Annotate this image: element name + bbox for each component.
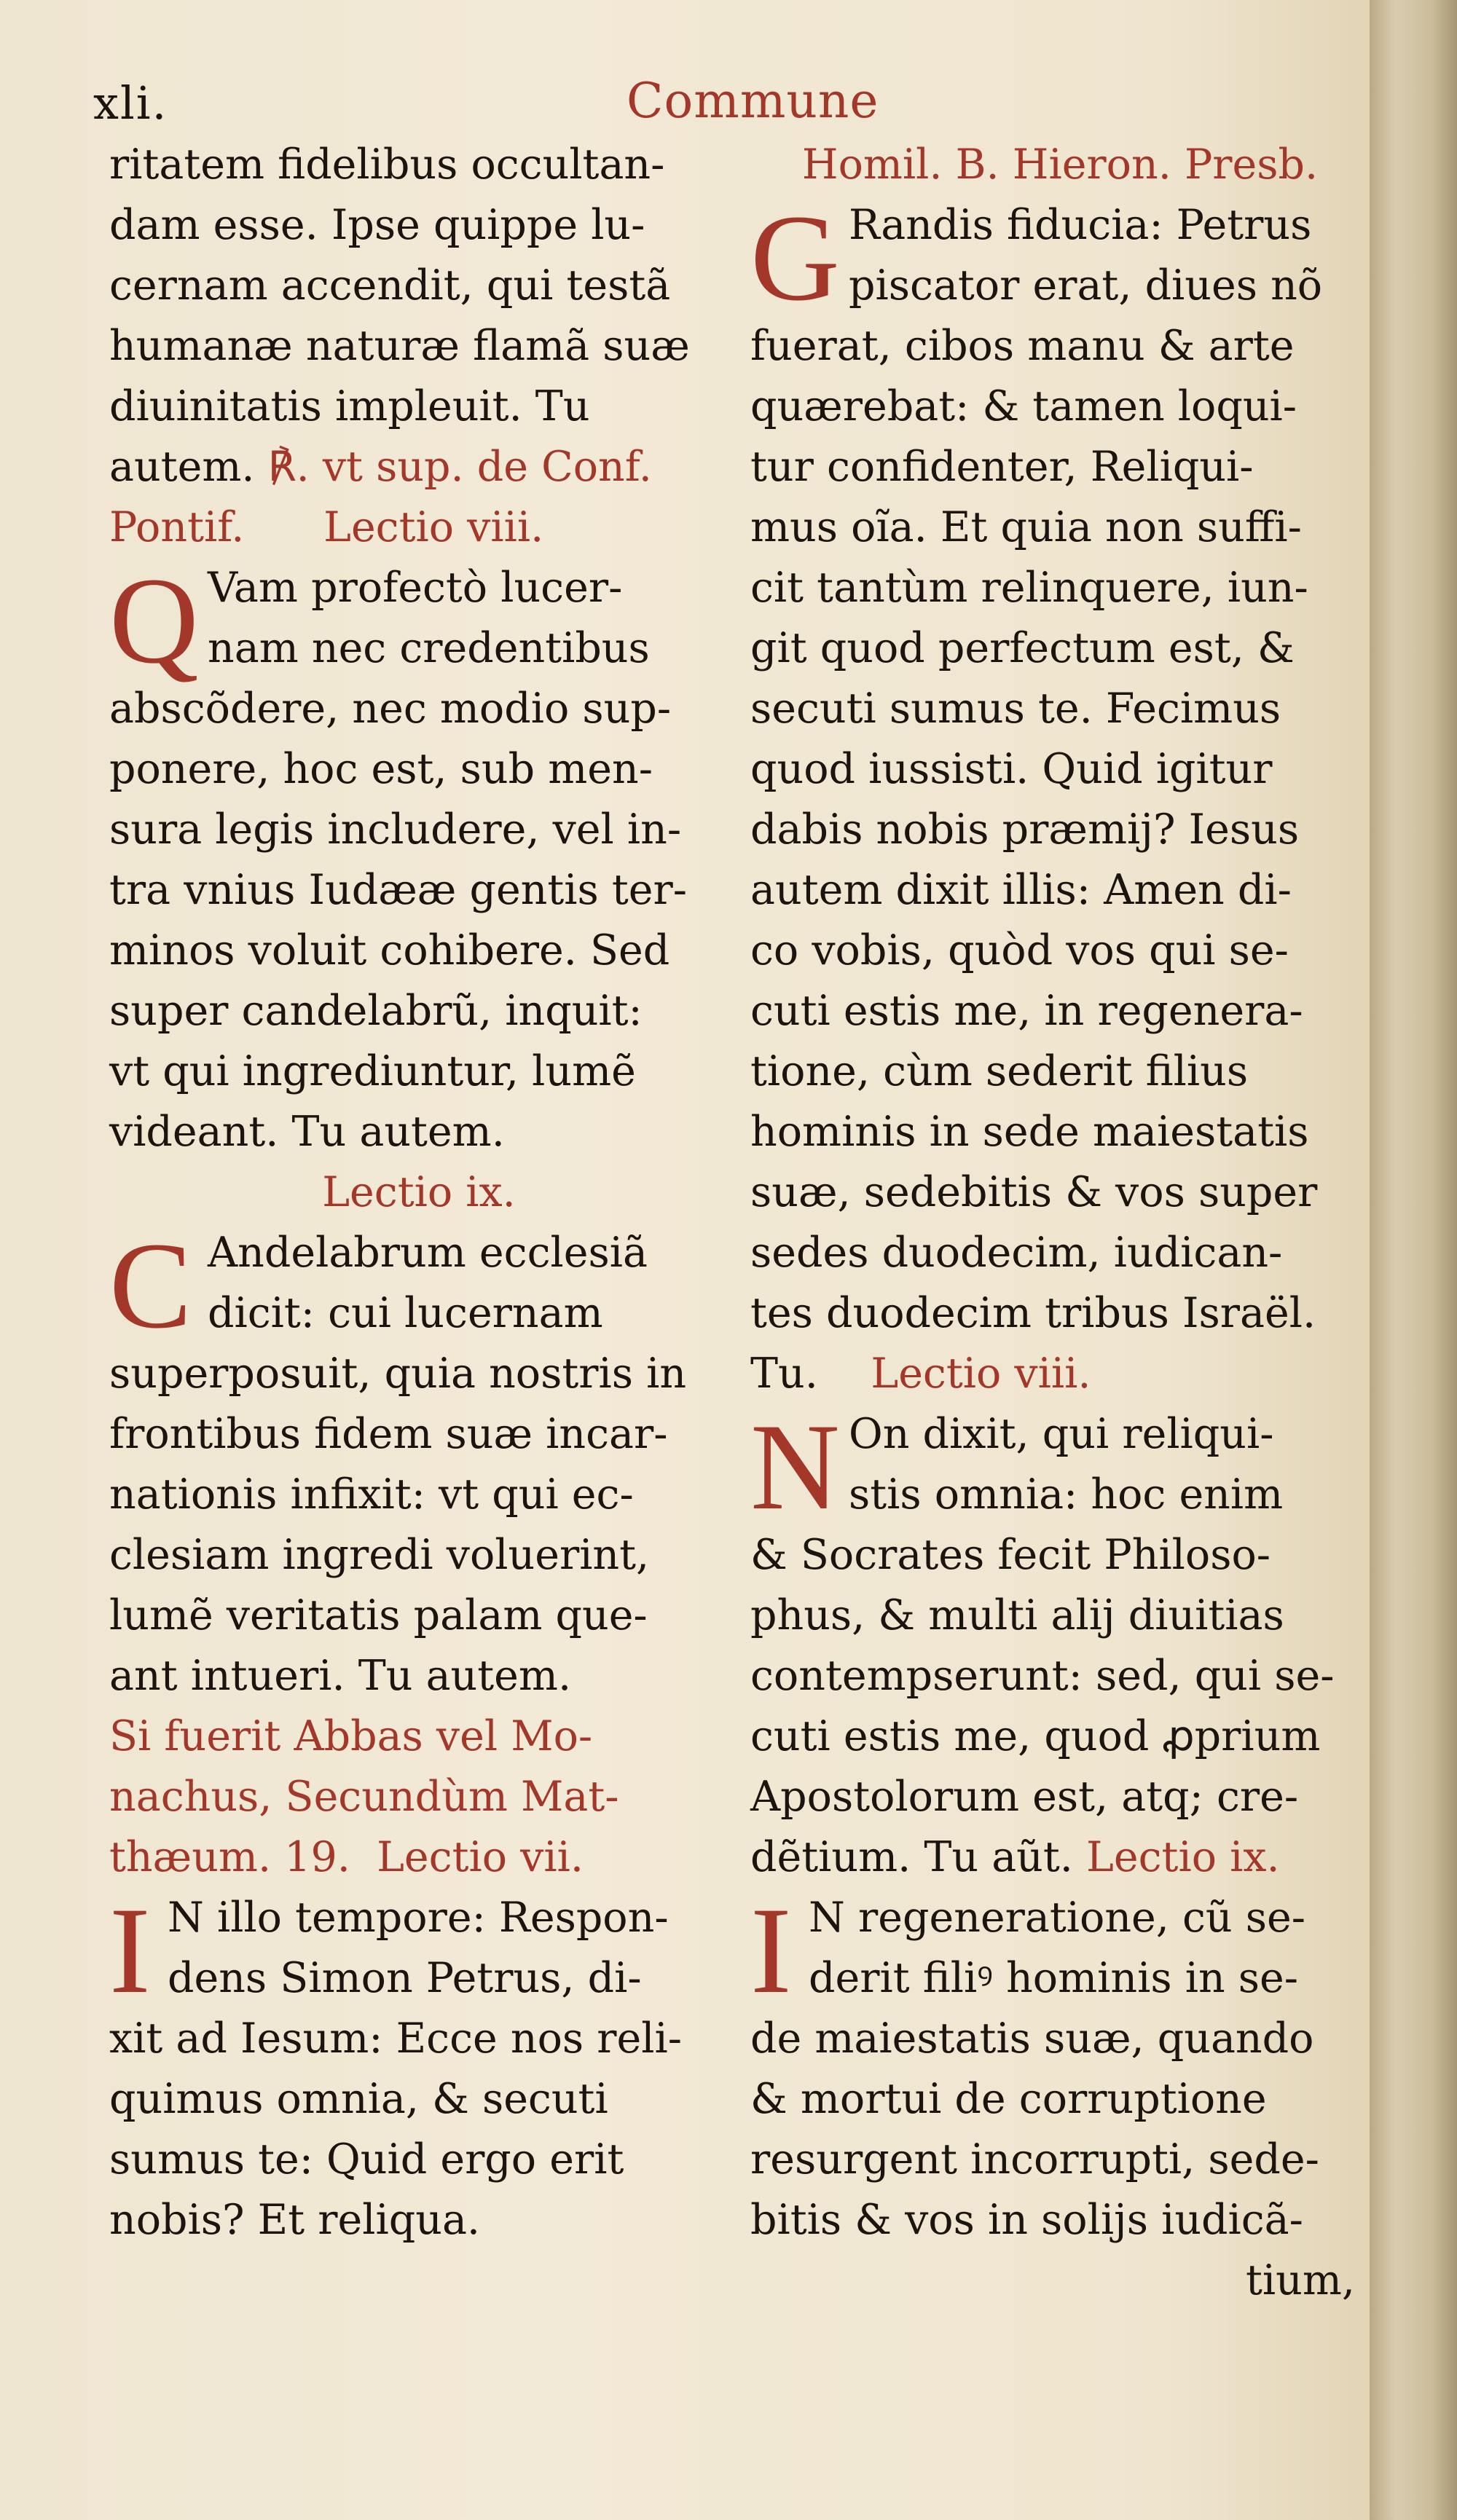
text-line: abscõdere, nec modio sup- — [109, 685, 672, 733]
text-line: sura legis includere, vel in- — [109, 806, 682, 854]
text-line: quimus omnia, & secuti — [109, 2075, 608, 2123]
text-line: hominis in sede maiestatis — [750, 1108, 1309, 1156]
text-line: cernam accendit, qui testã — [109, 261, 671, 310]
text-line: tione, cùm sederit filius — [750, 1047, 1249, 1095]
lectio-ix-left — [109, 1217, 728, 1706]
text-line: piscator erat, diues nõ — [849, 261, 1323, 310]
running-title: Commune — [627, 73, 879, 129]
text-line: ponere, hoc est, sub men- — [109, 745, 653, 793]
text-line: dicit: cui lucernam — [208, 1289, 603, 1337]
text-line: On dixit, qui reliqui- — [849, 1410, 1274, 1458]
rubric-line: nachus, Secundùm Mat- — [109, 1773, 619, 1821]
text-line: Apostolorum est, atq; cre- — [750, 1773, 1299, 1821]
text-line: co vobis, quòd vos qui se- — [750, 926, 1289, 974]
text-line: super candelabrũ, inquit: — [109, 987, 643, 1035]
text-line: git quod perfectum est, & — [750, 624, 1295, 672]
text-line: minos voluit cohibere. Sed — [109, 926, 670, 974]
drop-cap-initial: G — [750, 189, 840, 326]
text-line: tur confidenter, Reliqui- — [750, 443, 1254, 491]
text-line: bitis & vos in solijs iudicã- — [750, 2196, 1303, 2244]
rubric-line: thæum. 19. Lectio vii. — [109, 1833, 584, 1881]
text-line: N illo tempore: Respon- — [168, 1894, 669, 1942]
text-line: xit ad Iesum: Ecce nos reli- — [109, 2015, 682, 2063]
text-line: derit filiꝰ hominis in se- — [809, 1954, 1299, 2002]
text-line: cuti estis me, quod ꝓprium — [750, 1712, 1321, 1760]
abbas-rubric — [109, 1706, 728, 1888]
text-line: nam nec credentibus — [208, 624, 650, 672]
text-line: humanæ naturæ flamã suæ — [109, 322, 690, 370]
text-line — [750, 1344, 1370, 1404]
lectio-heading: Lectio viii. — [871, 1350, 1091, 1398]
text-line: phus, & multi alij diuitias — [750, 1591, 1284, 1639]
book-binding-edge — [1370, 0, 1457, 2520]
drop-cap-initial: Q — [109, 552, 199, 689]
text-line: vt qui ingrediuntur, lumẽ — [109, 1047, 636, 1095]
left-column — [109, 135, 728, 2251]
text-line: nationis infixit: vt qui ec- — [109, 1470, 634, 1519]
text-line: dam esse. Ipse quippe lu- — [109, 201, 645, 249]
text-line: & Socrates fecit Philoso- — [750, 1531, 1271, 1579]
text-line: Andelabrum ecclesiã — [208, 1229, 648, 1277]
drop-cap-initial: C — [109, 1217, 192, 1354]
text-line: ant intueri. Tu autem. — [109, 1652, 572, 1700]
text-line: Randis fiducia: Petrus — [849, 201, 1312, 249]
lectio-heading: Lectio ix. — [1086, 1833, 1280, 1881]
text-fragment: dẽtium. Tu aũt. — [750, 1833, 1073, 1881]
text-line: autem dixit illis: Amen di- — [750, 866, 1292, 914]
catchword: tium, — [1245, 2256, 1355, 2304]
text-line: N regeneratione, cũ se- — [809, 1894, 1305, 1942]
lectio-heading: Pontif. Lectio viii. — [109, 503, 544, 551]
text-line: clesiam ingredi voluerint, — [109, 1531, 650, 1579]
text-line: lumẽ veritatis palam que- — [109, 1591, 648, 1639]
lectio-ix-right — [750, 1882, 1370, 2311]
text-line: fuerat, cibos manu & arte — [750, 322, 1295, 370]
text-line: frontibus fidem suæ incar- — [109, 1410, 668, 1458]
text-line: mus oĩa. Et quia non suffi- — [750, 503, 1302, 551]
lectio-viii-right — [750, 1398, 1370, 1888]
text-line — [750, 1827, 1370, 1888]
responsory-rubric: ℟. vt sup. de Conf. — [267, 443, 652, 491]
text-line: superposuit, quia nostris in — [109, 1350, 687, 1398]
lectio-viii-left — [109, 552, 728, 1162]
text-line: quod iussisti. Quid igitur — [750, 745, 1273, 793]
text-line: tra vnius Iudææ gentis ter- — [109, 866, 688, 914]
text-line: & mortui de corruptione — [750, 2075, 1267, 2123]
text-line: resurgent incorrupti, sede- — [750, 2135, 1319, 2184]
text-line: secuti sumus te. Fecimus — [750, 685, 1281, 733]
drop-cap-initial: I — [750, 1882, 792, 2019]
lectio-heading: Lectio ix. — [322, 1168, 516, 1216]
text-line: Vam profectò lucer- — [208, 564, 623, 612]
text-line: contempserunt: sed, qui se- — [750, 1652, 1335, 1700]
text-line: dabis nobis præmij? Iesus — [750, 806, 1300, 854]
text-line: diuinitatis impleuit. Tu — [109, 382, 590, 430]
text-fragment: autem. — [109, 443, 255, 491]
text-line: quærebat: & tamen loqui- — [750, 382, 1297, 430]
text-line: tes duodecim tribus Israël. — [750, 1289, 1316, 1337]
text-line — [109, 437, 728, 497]
text-line: stis omnia: hoc enim — [849, 1470, 1284, 1519]
homily-text — [750, 189, 1370, 1404]
left-block1 — [109, 135, 728, 558]
lectio-vii-left — [109, 1882, 728, 2251]
text-line: ritatem fidelibus occultan- — [109, 141, 665, 189]
text-line: dens Simon Petrus, di- — [168, 1954, 642, 2002]
text-line: nobis? Et reliqua. — [109, 2196, 481, 2244]
rubric-line: Si fuerit Abbas vel Mo- — [109, 1712, 593, 1760]
drop-cap-initial: N — [750, 1398, 840, 1535]
right-column — [750, 135, 1370, 2311]
text-line: cuti estis me, in regenera- — [750, 987, 1303, 1035]
text-line: cit tantùm relinquere, iun- — [750, 564, 1308, 612]
text-line: sumus te: Quid ergo erit — [109, 2135, 624, 2184]
drop-cap-initial: I — [109, 1882, 151, 2019]
text-line: videant. Tu autem. — [109, 1108, 505, 1156]
text-line: sedes duodecim, iudican- — [750, 1229, 1283, 1277]
text-line: de maiestatis suæ, quando — [750, 2015, 1314, 2063]
text-fragment: Tu. — [750, 1350, 818, 1398]
folio-number: xli. — [93, 76, 168, 130]
homily-heading: Homil. B. Hieron. Presb. — [801, 141, 1319, 189]
text-line: suæ, sedebitis & vos super — [750, 1168, 1318, 1216]
